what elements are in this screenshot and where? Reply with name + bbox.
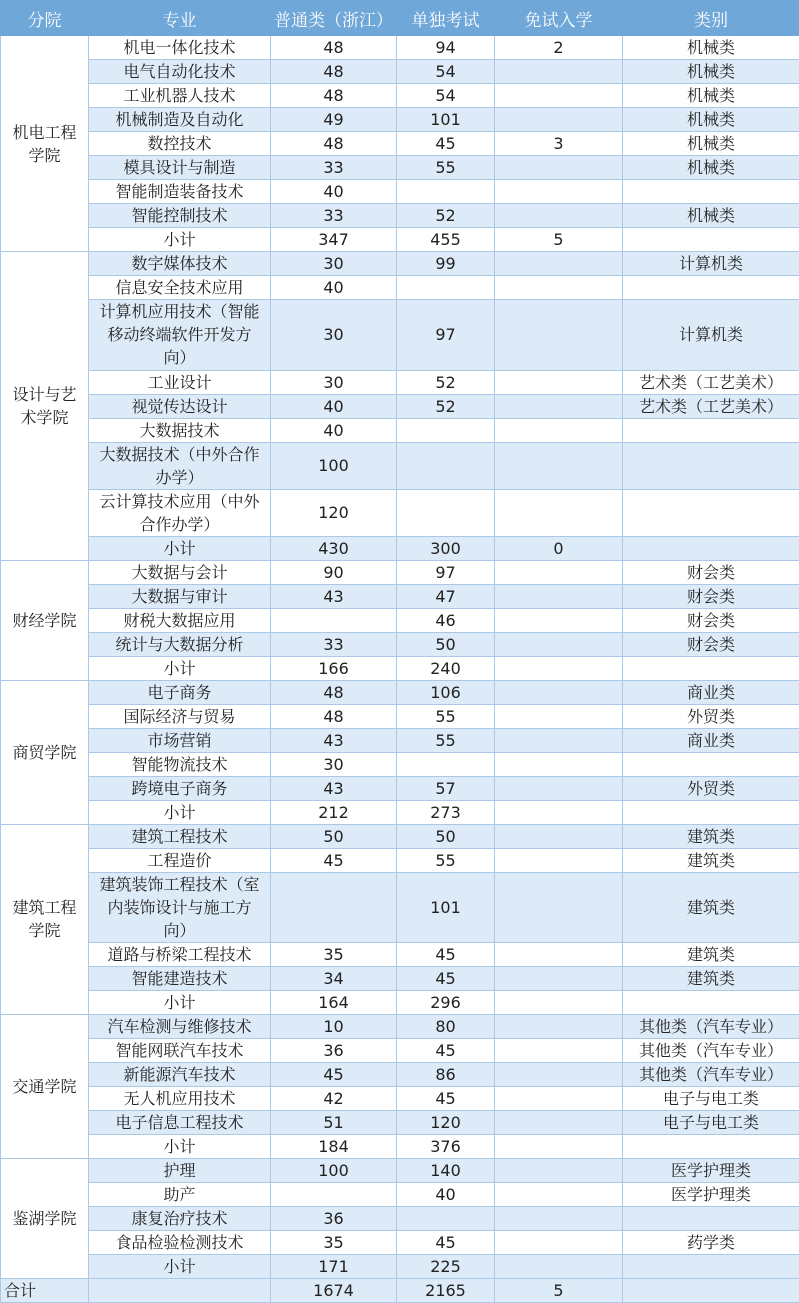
general-count-cell: 90 xyxy=(271,560,397,584)
table-row xyxy=(1,943,799,967)
major-cell: 无人机应用技术 xyxy=(89,1087,271,1111)
general-count-cell: 48 xyxy=(271,36,397,60)
separate-exam-cell: 40 xyxy=(397,1183,495,1207)
general-count-cell: 40 xyxy=(271,394,397,418)
table-row xyxy=(1,632,799,656)
exempt-cell: 0 xyxy=(495,536,623,560)
table-row xyxy=(1,848,799,872)
table-row xyxy=(1,608,799,632)
category-cell xyxy=(623,489,799,536)
exempt-cell xyxy=(495,489,623,536)
general-count-cell: 34 xyxy=(271,967,397,991)
table-row xyxy=(1,1207,799,1231)
major-cell: 大数据技术 xyxy=(89,418,271,442)
table-row xyxy=(1,728,799,752)
exempt-cell xyxy=(495,84,623,108)
separate-exam-cell: 86 xyxy=(397,1063,495,1087)
total-separate: 2165 xyxy=(397,1279,495,1303)
general-count-cell: 35 xyxy=(271,1231,397,1255)
category-cell xyxy=(623,180,799,204)
category-cell: 建筑类 xyxy=(623,943,799,967)
category-cell xyxy=(623,1207,799,1231)
category-cell: 财会类 xyxy=(623,584,799,608)
category-cell xyxy=(623,228,799,252)
major-cell: 小计 xyxy=(89,800,271,824)
separate-exam-cell: 55 xyxy=(397,848,495,872)
category-cell: 艺术类（工艺美术） xyxy=(623,394,799,418)
general-count-cell xyxy=(271,608,397,632)
separate-exam-cell xyxy=(397,418,495,442)
major-cell: 助产 xyxy=(89,1183,271,1207)
exempt-cell xyxy=(495,1039,623,1063)
exempt-cell xyxy=(495,824,623,848)
table-row xyxy=(1,300,799,371)
exempt-cell xyxy=(495,704,623,728)
table-row xyxy=(1,1111,799,1135)
table-row xyxy=(1,584,799,608)
category-cell xyxy=(623,276,799,300)
subtotal-row xyxy=(1,800,799,824)
exempt-cell xyxy=(495,180,623,204)
exempt-cell xyxy=(495,1087,623,1111)
category-cell: 计算机类 xyxy=(623,300,799,371)
exempt-cell xyxy=(495,60,623,84)
category-cell: 商业类 xyxy=(623,728,799,752)
major-cell: 汽车检测与维修技术 xyxy=(89,1015,271,1039)
table-row xyxy=(1,132,799,156)
exempt-cell xyxy=(495,872,623,943)
separate-exam-cell: 47 xyxy=(397,584,495,608)
general-count-cell: 33 xyxy=(271,632,397,656)
category-cell: 建筑类 xyxy=(623,848,799,872)
major-cell: 统计与大数据分析 xyxy=(89,632,271,656)
separate-exam-cell: 45 xyxy=(397,132,495,156)
exempt-cell xyxy=(495,1255,623,1279)
major-cell: 智能物流技术 xyxy=(89,752,271,776)
separate-exam-cell: 240 xyxy=(397,656,495,680)
table-row xyxy=(1,1183,799,1207)
table-row xyxy=(1,1087,799,1111)
exempt-cell: 2 xyxy=(495,36,623,60)
general-count-cell: 40 xyxy=(271,418,397,442)
exempt-cell xyxy=(495,276,623,300)
major-cell: 护理 xyxy=(89,1159,271,1183)
table-row xyxy=(1,156,799,180)
category-cell: 财会类 xyxy=(623,608,799,632)
separate-exam-cell: 273 xyxy=(397,800,495,824)
major-cell: 智能建造技术 xyxy=(89,967,271,991)
table-row xyxy=(1,60,799,84)
major-cell: 机械制造及自动化 xyxy=(89,108,271,132)
major-cell: 小计 xyxy=(89,228,271,252)
major-cell: 数控技术 xyxy=(89,132,271,156)
category-cell: 计算机类 xyxy=(623,252,799,276)
category-cell xyxy=(623,1255,799,1279)
exempt-cell xyxy=(495,1015,623,1039)
subtotal-row xyxy=(1,536,799,560)
college-name: 机电工程学院 xyxy=(1,36,89,252)
general-count-cell: 166 xyxy=(271,656,397,680)
separate-exam-cell: 101 xyxy=(397,108,495,132)
separate-exam-cell xyxy=(397,180,495,204)
general-count-cell xyxy=(271,1183,397,1207)
category-cell: 机械类 xyxy=(623,60,799,84)
general-count-cell: 51 xyxy=(271,1111,397,1135)
table-row xyxy=(1,752,799,776)
total-general: 1674 xyxy=(271,1279,397,1303)
category-cell: 财会类 xyxy=(623,560,799,584)
exempt-cell xyxy=(495,1183,623,1207)
total-exempt: 5 xyxy=(495,1279,623,1303)
major-cell: 数字媒体技术 xyxy=(89,252,271,276)
table-row xyxy=(1,1015,799,1039)
category-cell: 医学护理类 xyxy=(623,1159,799,1183)
separate-exam-cell: 101 xyxy=(397,872,495,943)
major-cell: 智能控制技术 xyxy=(89,204,271,228)
general-count-cell: 36 xyxy=(271,1207,397,1231)
header-major: 专业 xyxy=(89,1,271,36)
category-cell xyxy=(623,800,799,824)
general-count-cell: 30 xyxy=(271,252,397,276)
major-cell: 工业设计 xyxy=(89,370,271,394)
separate-exam-cell: 455 xyxy=(397,228,495,252)
category-cell: 机械类 xyxy=(623,36,799,60)
major-cell: 小计 xyxy=(89,991,271,1015)
category-cell xyxy=(623,1135,799,1159)
category-cell: 建筑类 xyxy=(623,824,799,848)
category-cell: 机械类 xyxy=(623,156,799,180)
general-count-cell: 50 xyxy=(271,824,397,848)
separate-exam-cell: 46 xyxy=(397,608,495,632)
exempt-cell xyxy=(495,656,623,680)
header-general: 普通类（浙江） xyxy=(271,1,397,36)
exempt-cell xyxy=(495,943,623,967)
separate-exam-cell: 140 xyxy=(397,1159,495,1183)
separate-exam-cell: 120 xyxy=(397,1111,495,1135)
category-cell: 医学护理类 xyxy=(623,1183,799,1207)
exempt-cell xyxy=(495,560,623,584)
exempt-cell xyxy=(495,680,623,704)
table-row xyxy=(1,1039,799,1063)
exempt-cell xyxy=(495,991,623,1015)
subtotal-row xyxy=(1,1255,799,1279)
major-cell: 国际经济与贸易 xyxy=(89,704,271,728)
category-cell: 财会类 xyxy=(623,632,799,656)
separate-exam-cell: 106 xyxy=(397,680,495,704)
table-row xyxy=(1,560,799,584)
category-cell xyxy=(623,991,799,1015)
table-row xyxy=(1,872,799,943)
separate-exam-cell: 376 xyxy=(397,1135,495,1159)
college-name: 财经学院 xyxy=(1,560,89,680)
major-cell: 财税大数据应用 xyxy=(89,608,271,632)
exempt-cell xyxy=(495,1231,623,1255)
category-cell: 外贸类 xyxy=(623,704,799,728)
separate-exam-cell: 45 xyxy=(397,967,495,991)
table-row xyxy=(1,418,799,442)
table-row xyxy=(1,776,799,800)
general-count-cell: 347 xyxy=(271,228,397,252)
general-count-cell: 33 xyxy=(271,204,397,228)
separate-exam-cell: 45 xyxy=(397,1087,495,1111)
major-cell: 云计算技术应用（中外合作办学） xyxy=(89,489,271,536)
exempt-cell xyxy=(495,848,623,872)
header-exempt: 免试入学 xyxy=(495,1,623,36)
exempt-cell xyxy=(495,1135,623,1159)
major-cell: 小计 xyxy=(89,1255,271,1279)
separate-exam-cell xyxy=(397,442,495,489)
major-cell: 计算机应用技术（智能移动终端软件开发方向） xyxy=(89,300,271,371)
major-cell: 智能制造装备技术 xyxy=(89,180,271,204)
separate-exam-cell: 54 xyxy=(397,60,495,84)
general-count-cell: 30 xyxy=(271,300,397,371)
exempt-cell xyxy=(495,776,623,800)
table-row xyxy=(1,1159,799,1183)
exempt-cell xyxy=(495,300,623,371)
category-cell: 艺术类（工艺美术） xyxy=(623,370,799,394)
separate-exam-cell: 55 xyxy=(397,704,495,728)
general-count-cell: 48 xyxy=(271,680,397,704)
major-cell: 信息安全技术应用 xyxy=(89,276,271,300)
table-row xyxy=(1,108,799,132)
general-count-cell: 36 xyxy=(271,1039,397,1063)
general-count-cell: 48 xyxy=(271,132,397,156)
general-count-cell: 171 xyxy=(271,1255,397,1279)
general-count-cell: 42 xyxy=(271,1087,397,1111)
separate-exam-cell xyxy=(397,752,495,776)
category-cell: 其他类（汽车专业） xyxy=(623,1039,799,1063)
category-cell: 商业类 xyxy=(623,680,799,704)
category-cell: 机械类 xyxy=(623,84,799,108)
general-count-cell: 164 xyxy=(271,991,397,1015)
separate-exam-cell: 300 xyxy=(397,536,495,560)
table-row xyxy=(1,204,799,228)
general-count-cell: 212 xyxy=(271,800,397,824)
total-label: 合计 xyxy=(1,1279,89,1303)
general-count-cell: 43 xyxy=(271,776,397,800)
subtotal-row xyxy=(1,656,799,680)
header-category: 类别 xyxy=(623,1,799,36)
exempt-cell xyxy=(495,204,623,228)
table-row xyxy=(1,84,799,108)
exempt-cell xyxy=(495,967,623,991)
general-count-cell: 43 xyxy=(271,728,397,752)
general-count-cell: 48 xyxy=(271,84,397,108)
major-cell: 模具设计与制造 xyxy=(89,156,271,180)
subtotal-row xyxy=(1,1135,799,1159)
separate-exam-cell: 80 xyxy=(397,1015,495,1039)
exempt-cell xyxy=(495,632,623,656)
major-cell: 市场营销 xyxy=(89,728,271,752)
table-row xyxy=(1,967,799,991)
table-body xyxy=(1,36,799,1279)
college-name: 建筑工程学院 xyxy=(1,824,89,1015)
table-row xyxy=(1,704,799,728)
category-cell: 药学类 xyxy=(623,1231,799,1255)
general-count-cell: 43 xyxy=(271,584,397,608)
separate-exam-cell: 50 xyxy=(397,632,495,656)
separate-exam-cell xyxy=(397,489,495,536)
header-college: 分院 xyxy=(1,1,89,36)
category-cell xyxy=(623,536,799,560)
exempt-cell: 3 xyxy=(495,132,623,156)
general-count-cell: 430 xyxy=(271,536,397,560)
table-row xyxy=(1,370,799,394)
major-cell: 道路与桥梁工程技术 xyxy=(89,943,271,967)
exempt-cell xyxy=(495,1111,623,1135)
exempt-cell xyxy=(495,584,623,608)
category-cell: 其他类（汽车专业） xyxy=(623,1063,799,1087)
exempt-cell xyxy=(495,608,623,632)
general-count-cell: 40 xyxy=(271,180,397,204)
general-count-cell: 30 xyxy=(271,752,397,776)
table-row xyxy=(1,1231,799,1255)
table-row xyxy=(1,1063,799,1087)
exempt-cell xyxy=(495,252,623,276)
major-cell: 食品检验检测技术 xyxy=(89,1231,271,1255)
major-cell: 机电一体化技术 xyxy=(89,36,271,60)
major-cell: 建筑工程技术 xyxy=(89,824,271,848)
major-cell: 工程造价 xyxy=(89,848,271,872)
category-cell: 外贸类 xyxy=(623,776,799,800)
category-cell xyxy=(623,418,799,442)
exempt-cell xyxy=(495,1159,623,1183)
category-cell: 电子与电工类 xyxy=(623,1087,799,1111)
separate-exam-cell: 52 xyxy=(397,370,495,394)
general-count-cell: 45 xyxy=(271,1063,397,1087)
exempt-cell xyxy=(495,442,623,489)
general-count-cell: 45 xyxy=(271,848,397,872)
exempt-cell xyxy=(495,728,623,752)
separate-exam-cell: 50 xyxy=(397,824,495,848)
separate-exam-cell: 99 xyxy=(397,252,495,276)
general-count-cell: 30 xyxy=(271,370,397,394)
major-cell: 智能网联汽车技术 xyxy=(89,1039,271,1063)
exempt-cell xyxy=(495,156,623,180)
exempt-cell xyxy=(495,394,623,418)
major-cell: 小计 xyxy=(89,1135,271,1159)
general-count-cell: 35 xyxy=(271,943,397,967)
table-row xyxy=(1,824,799,848)
table-row xyxy=(1,180,799,204)
college-name: 交通学院 xyxy=(1,1015,89,1159)
category-cell xyxy=(623,442,799,489)
table-row xyxy=(1,252,799,276)
header-separate-exam: 单独考试 xyxy=(397,1,495,36)
separate-exam-cell: 45 xyxy=(397,943,495,967)
general-count-cell: 40 xyxy=(271,276,397,300)
category-cell xyxy=(623,752,799,776)
separate-exam-cell: 225 xyxy=(397,1255,495,1279)
exempt-cell xyxy=(495,370,623,394)
separate-exam-cell: 45 xyxy=(397,1039,495,1063)
major-cell: 小计 xyxy=(89,536,271,560)
major-cell: 电子商务 xyxy=(89,680,271,704)
table-row xyxy=(1,489,799,536)
separate-exam-cell: 57 xyxy=(397,776,495,800)
category-cell: 其他类（汽车专业） xyxy=(623,1015,799,1039)
separate-exam-cell: 97 xyxy=(397,560,495,584)
major-cell: 新能源汽车技术 xyxy=(89,1063,271,1087)
separate-exam-cell: 97 xyxy=(397,300,495,371)
category-cell: 机械类 xyxy=(623,108,799,132)
category-cell: 建筑类 xyxy=(623,872,799,943)
exempt-cell xyxy=(495,752,623,776)
college-name: 商贸学院 xyxy=(1,680,89,824)
general-count-cell xyxy=(271,872,397,943)
general-count-cell: 48 xyxy=(271,60,397,84)
category-cell: 机械类 xyxy=(623,132,799,156)
category-cell: 电子与电工类 xyxy=(623,1111,799,1135)
major-cell: 大数据与审计 xyxy=(89,584,271,608)
exempt-cell xyxy=(495,108,623,132)
exempt-cell xyxy=(495,800,623,824)
separate-exam-cell xyxy=(397,1207,495,1231)
major-cell: 小计 xyxy=(89,656,271,680)
major-cell: 工业机器人技术 xyxy=(89,84,271,108)
exempt-cell xyxy=(495,1207,623,1231)
general-count-cell: 184 xyxy=(271,1135,397,1159)
general-count-cell: 48 xyxy=(271,704,397,728)
table-row xyxy=(1,394,799,418)
exempt-cell xyxy=(495,418,623,442)
subtotal-row xyxy=(1,228,799,252)
major-cell: 大数据技术（中外合作办学） xyxy=(89,442,271,489)
major-cell: 视觉传达设计 xyxy=(89,394,271,418)
table-row xyxy=(1,36,799,60)
major-cell: 跨境电子商务 xyxy=(89,776,271,800)
separate-exam-cell: 55 xyxy=(397,728,495,752)
major-cell: 建筑装饰工程技术（室内装饰设计与施工方向） xyxy=(89,872,271,943)
general-count-cell: 100 xyxy=(271,442,397,489)
major-cell: 电子信息工程技术 xyxy=(89,1111,271,1135)
separate-exam-cell: 296 xyxy=(397,991,495,1015)
major-cell: 大数据与会计 xyxy=(89,560,271,584)
table-row xyxy=(1,442,799,489)
table-row xyxy=(1,276,799,300)
subtotal-row xyxy=(1,991,799,1015)
separate-exam-cell: 45 xyxy=(397,1231,495,1255)
separate-exam-cell: 55 xyxy=(397,156,495,180)
separate-exam-cell: 94 xyxy=(397,36,495,60)
general-count-cell: 10 xyxy=(271,1015,397,1039)
separate-exam-cell: 54 xyxy=(397,84,495,108)
category-cell: 建筑类 xyxy=(623,967,799,991)
major-cell: 电气自动化技术 xyxy=(89,60,271,84)
table-row xyxy=(1,680,799,704)
general-count-cell: 120 xyxy=(271,489,397,536)
college-name: 鉴湖学院 xyxy=(1,1159,89,1279)
category-cell: 机械类 xyxy=(623,204,799,228)
general-count-cell: 49 xyxy=(271,108,397,132)
general-count-cell: 100 xyxy=(271,1159,397,1183)
separate-exam-cell: 52 xyxy=(397,394,495,418)
exempt-cell xyxy=(495,1063,623,1087)
header-row xyxy=(1,1,799,36)
separate-exam-cell: 52 xyxy=(397,204,495,228)
category-cell xyxy=(623,656,799,680)
college-name: 设计与艺术学院 xyxy=(1,252,89,561)
major-cell: 康复治疗技术 xyxy=(89,1207,271,1231)
separate-exam-cell xyxy=(397,276,495,300)
general-count-cell: 33 xyxy=(271,156,397,180)
exempt-cell: 5 xyxy=(495,228,623,252)
